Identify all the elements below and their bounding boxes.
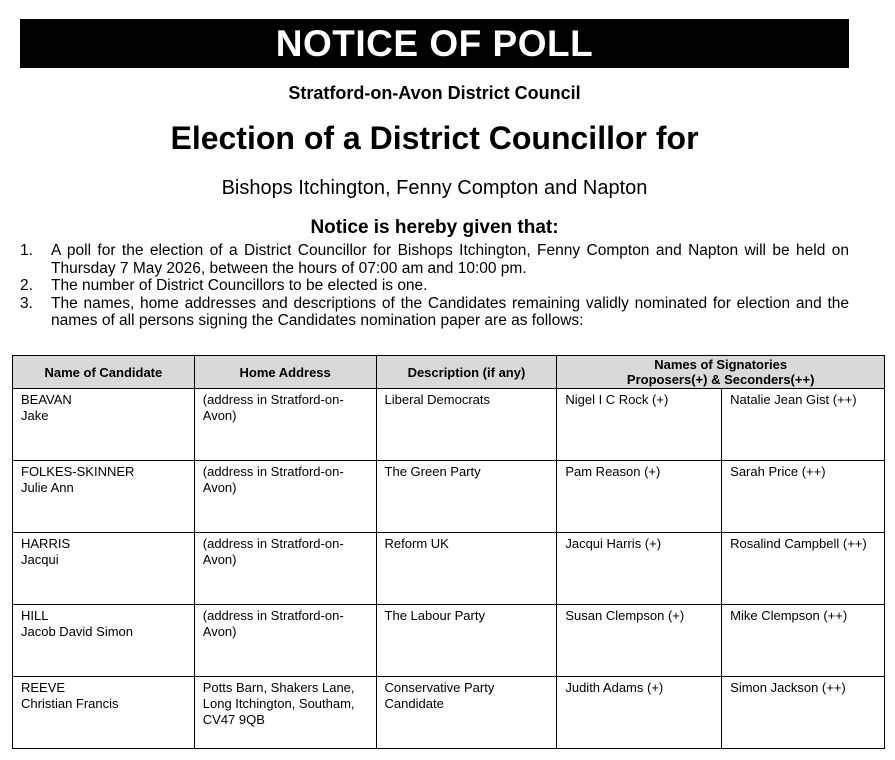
notice-item [20,277,849,295]
table-header-row [13,356,885,389]
candidate-forenames: Christian Francis [21,696,119,711]
description-cell: The Green Party [376,461,557,533]
home-address-cell: Potts Barn, Shakers Lane, Long Itchington, Southam, CV47 9QB [194,677,376,749]
notice-heading: Notice is hereby given that: [310,217,559,238]
seconder-cell: Rosalind Campbell (++) [722,533,885,605]
candidate-name-cell [13,677,195,749]
column-header-description: Description (if any) [376,356,557,389]
seconder-cell: Mike Clempson (++) [722,605,885,677]
proposer-cell: Judith Adams (+) [557,677,722,749]
candidates-table [12,355,885,749]
candidate-name-cell [13,605,195,677]
home-address-cell: (address in Stratford-on-Avon) [194,605,376,677]
proposer-cell: Jacqui Harris (+) [557,533,722,605]
signatories-header-line2: Proposers(+) & Seconders(++) [626,372,815,387]
candidate-forenames: Julie Ann [21,480,74,495]
notice-item-number: 1. [20,242,33,259]
seconder-cell: Simon Jackson (++) [722,677,885,749]
home-address-cell: (address in Stratford-on-Avon) [194,389,376,461]
notice-item-text: A poll for the election of a District Councillor for Bishops Itchington, Fenny Compton and Napton will be held on Thursday 7 May 2026, between the hours of 07:00 am and 10:00 pm. [51,242,849,277]
proposer-cell: Susan Clempson (+) [557,605,722,677]
description-cell: Conservative Party Candidate [376,677,557,749]
home-address-cell: (address in Stratford-on-Avon) [194,461,376,533]
description-cell: Liberal Democrats [376,389,557,461]
description-cell: Reform UK [376,533,557,605]
proposer-cell: Pam Reason (+) [557,461,722,533]
notice-item [20,242,849,277]
candidate-forenames: Jake [21,408,49,423]
candidate-surname: HILL [21,608,49,623]
candidate-forenames: Jacqui [21,552,59,567]
table-row [13,533,885,605]
notice-list [20,242,849,330]
candidate-surname: FOLKES-SKINNER [21,464,135,479]
table-row [13,605,885,677]
table-row [13,461,885,533]
ward-name: Bishops Itchington, Fenny Compton and Napton [221,177,648,199]
notice-banner: NOTICE OF POLL [20,19,849,68]
candidate-surname: BEAVAN [21,392,72,407]
table-row [13,389,885,461]
notice-item [20,295,849,330]
notice-item-number: 2. [20,277,33,294]
candidate-name-cell [13,461,195,533]
council-name: Stratford-on-Avon District Council [288,83,581,103]
column-header-name: Name of Candidate [13,356,195,389]
column-header-address: Home Address [194,356,376,389]
candidate-name-cell [13,533,195,605]
signatories-header-line1: Names of Signatories [654,357,788,372]
candidate-surname: HARRIS [21,536,71,551]
notice-item-number: 3. [20,294,33,312]
notice-item-text: The number of District Councillors to be elected is one. [51,277,428,294]
election-title: Election of a District Councillor for [170,120,699,156]
candidate-forenames: Jacob David Simon [21,624,133,639]
candidate-surname: REEVE [21,680,66,695]
seconder-cell: Sarah Price (++) [722,461,885,533]
home-address-cell: (address in Stratford-on-Avon) [194,533,376,605]
description-cell: The Labour Party [376,605,557,677]
column-header-signatories [557,356,885,389]
candidate-name-cell [13,389,195,461]
table-row [13,677,885,749]
notice-item-text: The names, home addresses and descriptions of the Candidates remaining validly nominated for election and the names of all persons signing the Candidates nomination paper are as follows: [51,294,849,329]
proposer-cell: Nigel I C Rock (+) [557,389,722,461]
seconder-cell: Natalie Jean Gist (++) [722,389,885,461]
